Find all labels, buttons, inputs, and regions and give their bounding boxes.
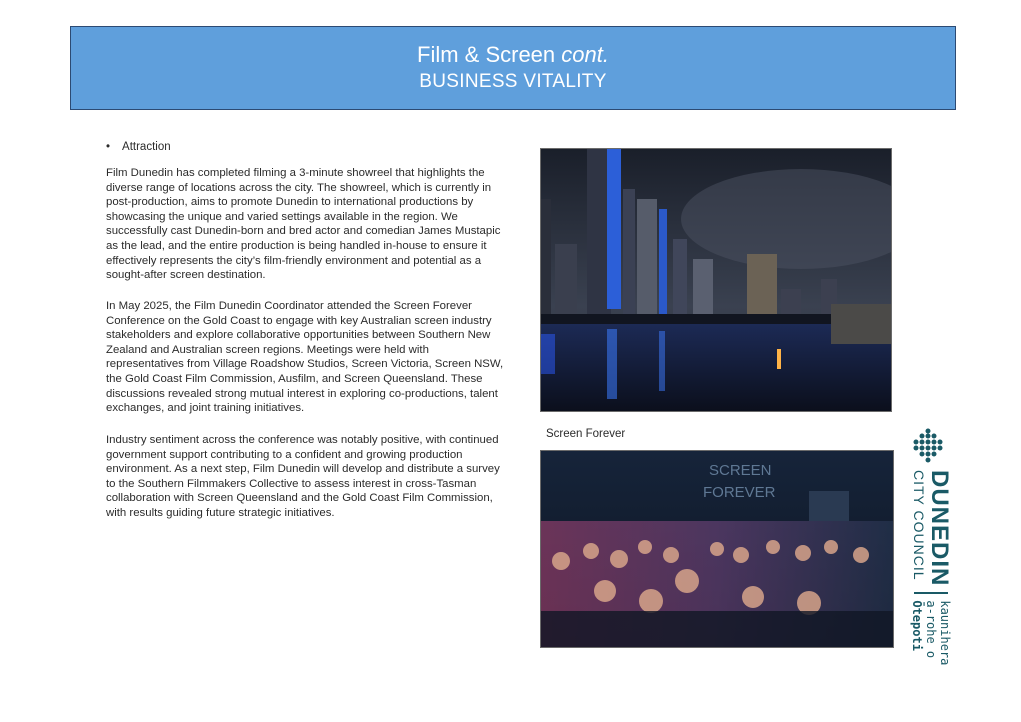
section-heading: Attraction bbox=[122, 141, 171, 153]
logo-subname: CITY COUNCIL bbox=[911, 470, 927, 581]
stage-sign-line2: FOREVER bbox=[703, 484, 776, 501]
bullet-symbol: • bbox=[106, 141, 111, 153]
gold-coast-skyline-photo bbox=[540, 148, 892, 412]
section-bullet bbox=[106, 141, 171, 153]
dunedin-logo-wordmark bbox=[910, 470, 952, 665]
photo-caption: Screen Forever bbox=[546, 428, 626, 440]
page-title: Film & Screen cont. bbox=[417, 42, 609, 67]
dunedin-crest-icon bbox=[911, 428, 945, 464]
logo-name: DUNEDIN bbox=[926, 470, 953, 587]
paragraph-conference: In May 2025, the Film Dunedin Coordinator attended the Screen Forever Conference on the Gold Coast to engage with key Australian screen industry stakeholders and explore collaborative opportunities between Southern New Zealand and Australian screen regions. Meetings were held with representatives from Village Roadshow Studios, Screen Victoria, Screen NSW, the Gold Coast Film Commission, Ausfilm, and Screen Queensland. These discussions revealed strong mutual interest in exploring co-productions, talent exchanges, and joint training initiatives. bbox=[106, 300, 504, 415]
logo-maori-line1: kaunihera bbox=[938, 600, 952, 666]
logo-divider bbox=[914, 592, 948, 594]
screen-forever-audience-photo bbox=[540, 450, 894, 648]
paragraph-sentiment: Industry sentiment across the conference was notably positive, with continued government support contributing to a confident and growing production environment. As a next step, Film Dunedin will develop and distribute a survey to the Southern Filmmakers Collective to assess interest in cross-Tasman collaboration with Screen Queensland and the Gold Coast Film Commission, with results guiding future strategic initiatives. bbox=[106, 434, 500, 519]
page-subtitle: BUSINESS VITALITY bbox=[419, 71, 607, 92]
logo-maori-line2: a-rohe o bbox=[924, 600, 938, 659]
header-banner bbox=[70, 26, 956, 110]
stage-sign-line1: SCREEN bbox=[709, 462, 772, 479]
logo-maori-line3: Ōtepoti bbox=[910, 600, 924, 651]
paragraph-showreel: Film Dunedin has completed filming a 3-minute showreel that highlights the diverse range of locations across the city. The showreel, which is currently in post-production, aims to promote Dunedin to international productions by showcasing the unique and varied settings available in the region. We successfully cast Dunedin-born and bred actor and comedian James Mustapic as the lead, and the entire production is being handled in-house to ensure it effectively represents the city’s film-friendly environment and potential as a sought-after screen destination. bbox=[106, 167, 501, 282]
